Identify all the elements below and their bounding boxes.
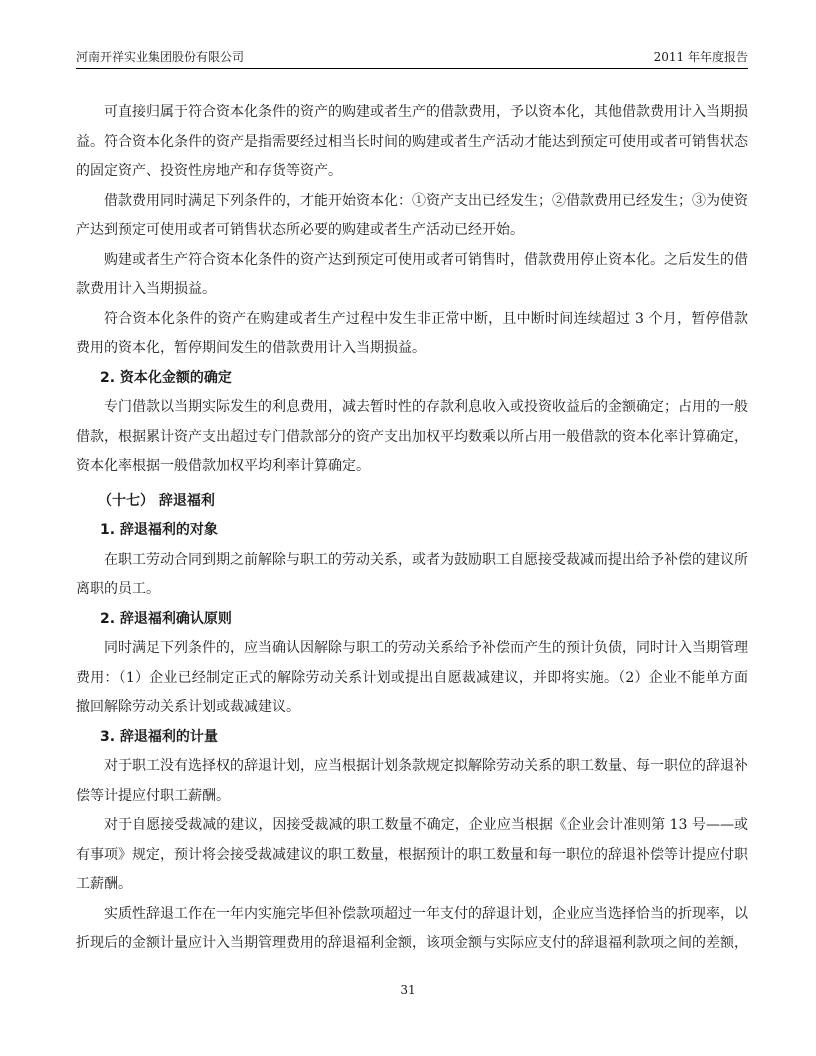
heading-capitalization-amount: 2. 资本化金额的确定 bbox=[100, 369, 232, 386]
paragraph-capitalization-start: 借款费用同时满足下列条件的，才能开始资本化：①资产支出已经发生；②借款费用已经发生；③为使资产达到预定可使用或者可销售状态所必要的购建或者生产活动已经开始。 bbox=[76, 192, 748, 238]
heading-termination-measurement: 3. 辞退福利的计量 bbox=[100, 728, 218, 745]
heading-section-termination-benefits: （十七） 辞退福利 bbox=[98, 492, 215, 509]
paragraph-discounting: 实质性辞退工作在一年内实施完毕但补偿款项超过一年支付的辞退计划，企业应当选择恰当的折现率，以折现后的金额计量应计入当期管理费用的辞退福利金额，该项金额与实际应支付的辞退福利款项之间的差额， bbox=[76, 905, 748, 951]
page-header bbox=[76, 50, 748, 69]
paragraph-capitalization-scope: 可直接归属于符合资本化条件的资产的购建或者生产的借款费用，予以资本化，其他借款费用计入当期损益。符合资本化条件的资产是指需要经过相当长时间的购建或者生产活动才能达到预定可使用或者可销售状态的固定资产、投资性房地产和存货等资产。 bbox=[76, 104, 748, 179]
paragraph-termination-principle: 同时满足下列条件的，应当确认因解除与职工的劳动关系给予补偿而产生的预计负债，同时计入当期管理费用：（1）企业已经制定正式的解除劳动关系计划或提出自愿裁减建议，并即将实施。（2）企业不能单方面撤回解除劳动关系计划或裁减建议。 bbox=[76, 640, 748, 715]
paragraph-capitalization-stop: 购建或者生产符合资本化条件的资产达到预定可使用或者可销售时，借款费用停止资本化。之后发生的借款费用计入当期损益。 bbox=[76, 251, 748, 297]
paragraph-termination-object: 在职工劳动合同到期之前解除与职工的劳动关系，或者为鼓励职工自愿接受裁减而提出给予补偿的建议所离职的员工。 bbox=[76, 551, 748, 597]
paragraph-capitalization-amount: 专门借款以当期实际发生的利息费用，减去暂时性的存款利息收入或投资收益后的金额确定；占用的一般借款，根据累计资产支出超过专门借款部分的资产支出加权平均数乘以所占用一般借款的资本化率计算确定，资本化率根据一般借款加权平均利率计算确定。 bbox=[76, 399, 748, 474]
page-body bbox=[76, 98, 748, 959]
page-number: 31 bbox=[400, 983, 416, 997]
header-company-name: 河南开祥实业集团股份有限公司 bbox=[76, 50, 245, 64]
paragraph-no-choice-plan: 对于职工没有选择权的辞退计划，应当根据计划条款规定拟解除劳动关系的职工数量、每一职位的辞退补偿等计提应付职工薪酬。 bbox=[76, 758, 748, 804]
paragraph-voluntary-plan: 对于自愿接受裁减的建议，因接受裁减的职工数量不确定，企业应当根据《企业会计准则第 13 号——或有事项》规定，预计将会接受裁减建议的职工数量，根据预计的职工数量和每一职位的辞退补偿等计提应付职工薪酬。 bbox=[76, 817, 748, 892]
paragraph-capitalization-suspend: 符合资本化条件的资产在购建或者生产过程中发生非正常中断，且中断时间连续超过 3 个月，暂停借款费用的资本化，暂停期间发生的借款费用计入当期损益。 bbox=[76, 310, 748, 356]
header-report-title: 2011 年年度报告 bbox=[653, 50, 748, 64]
heading-termination-object: 1. 辞退福利的对象 bbox=[100, 522, 218, 538]
heading-termination-principle: 2. 辞退福利确认原则 bbox=[100, 610, 232, 627]
